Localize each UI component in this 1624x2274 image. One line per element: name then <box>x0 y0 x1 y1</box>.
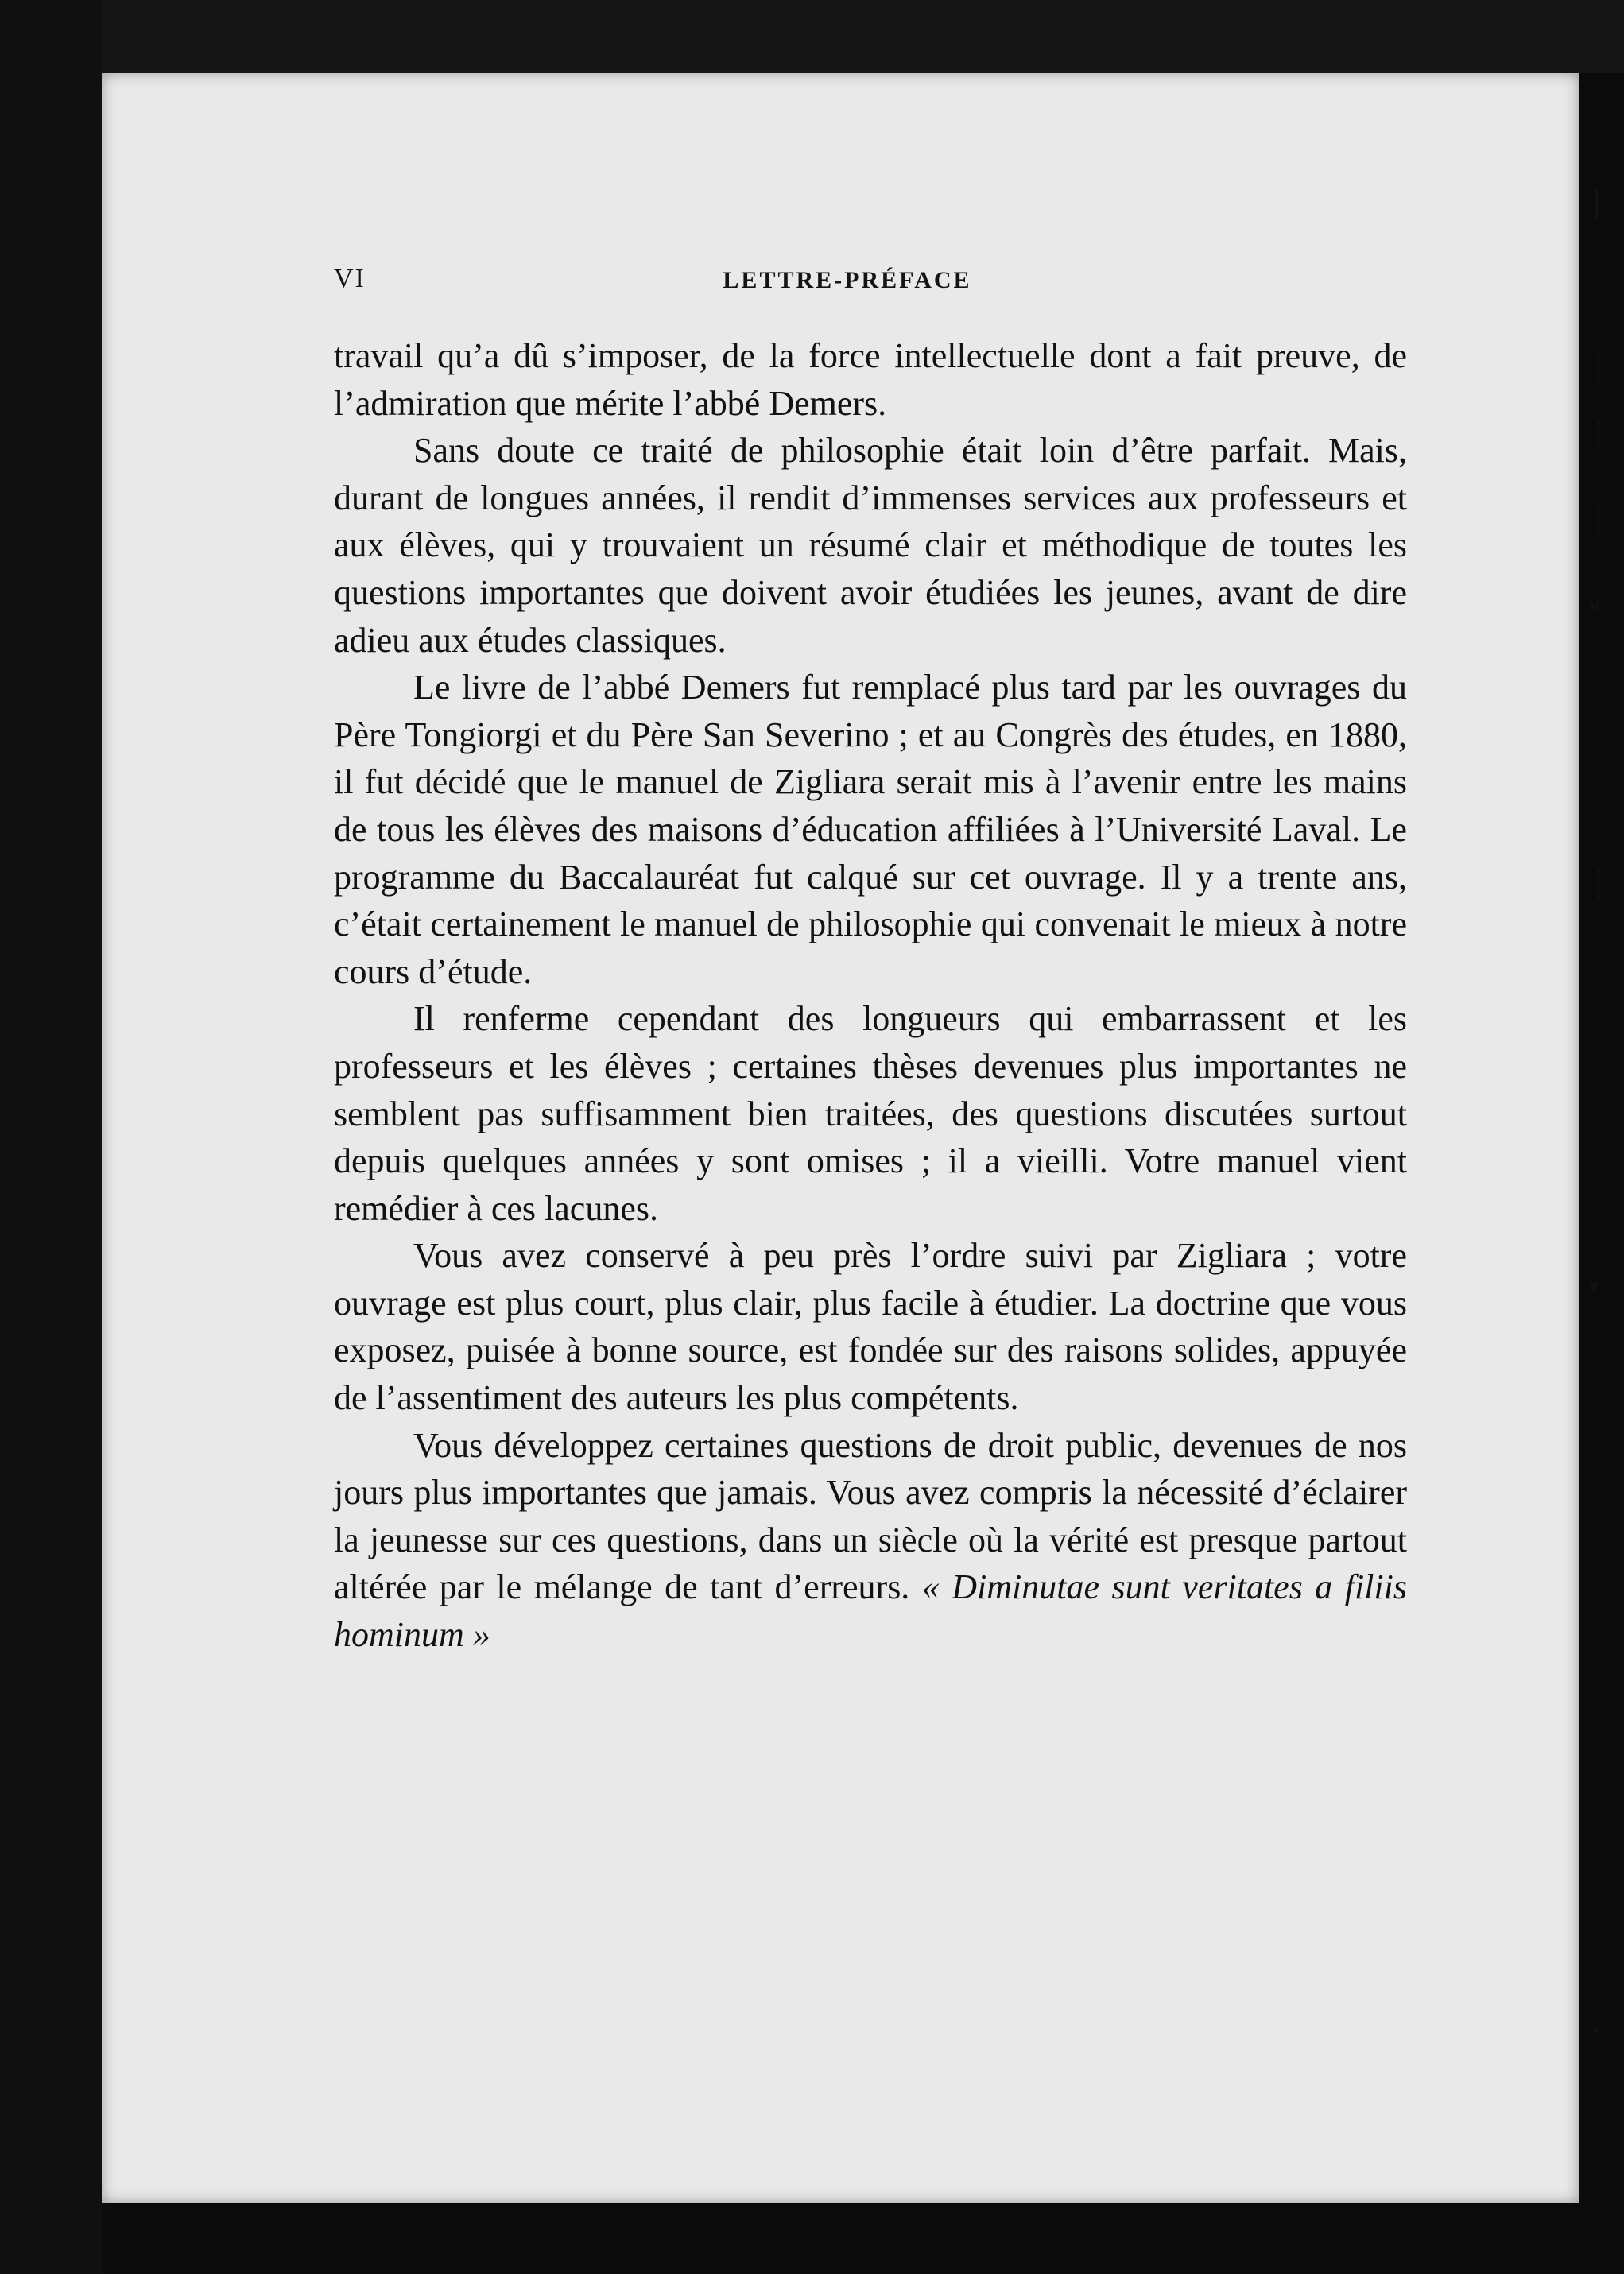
paragraph-6-text: Vous développez certaines questions de droit public, devenues de nos jours plus importantes que jamais. Vous avez compris la nécessité d’éclairer la jeunesse sur ces questions, dans un siècle où la vérité est presque partout altérée par le mélange de tant d’erreurs. <box>334 1425 1407 1607</box>
paragraph-6 <box>334 1422 1407 1659</box>
margin-mark: ▾ <box>1588 1273 1600 1300</box>
paragraph-3: Le livre de l’abbé Demers fut remplacé plus tard par les ouvrages du Père Tongiorgi et du Père San Severino ; et au Congrès des études, en 1880, il fut décidé que le manuel de Zigliara serait mis à l’avenir entre les mains de tous les élèves des maisons d’éducation affiliées à l’Université Laval. Le programme du Baccalauréat fut calqué sur cet ouvrage. Il y a trente ans, c’était certainement le manuel de philosophie qui convenait le mieux à notre cours d’étude. <box>334 668 1407 991</box>
scan-border-left <box>0 0 102 2274</box>
margin-mark: | <box>1593 348 1604 385</box>
page-number: VI <box>334 264 366 293</box>
paragraph-1: travail qu’a dû s’imposer, de la force intellectuelle dont a fait preuve, de l’admiration que mérite l’abbé Demers. <box>334 336 1407 423</box>
paragraph-5: Vous avez conservé à peu près l’ordre suivi par Zigliara ; votre ouvrage est plus court, plus clair, plus facile à étudier. La doctrine que vous exposez, puisée à bonne source, est fondée sur des raisons solides, appuyée de l’assentiment des auteurs les plus compétents. <box>334 1236 1407 1418</box>
page-header <box>232 264 1407 312</box>
latin-quote: « Diminutae sunt veritates a filiis hominum » <box>334 1567 1408 1655</box>
margin-mark: • <box>1590 2020 1602 2043</box>
margin-mark: | <box>1593 863 1604 900</box>
paragraph-4: Il renferme cependant des longueurs qui embarrassent et les professeurs et les élèves ; certaines thèses devenues plus importantes ne semblent pas suffisamment bien traitées, des questions discutées surtout depuis quelques années y sont omises ; il a vieilli. Votre manuel vient remédier à ces lacunes. <box>334 999 1407 1228</box>
paragraph-2: Sans doute ce traité de philosophie était loin d’être parfait. Mais, durant de longues années, il rendit d’immenses services aux professeurs et aux élèves, qui y trouvaient un résumé clair et méthodique de toutes les questions importantes que doivent avoir étudiées les jeunes, avant de dire adieu aux études classiques. <box>334 431 1407 660</box>
margin-mark: | <box>1591 184 1603 221</box>
body-text <box>334 332 1407 1659</box>
scan-border-top <box>0 0 1624 73</box>
margin-mark: | <box>1593 499 1604 536</box>
margin-mark: | <box>1593 415 1604 451</box>
running-head: LETTRE-PRÉFACE <box>723 267 972 293</box>
margin-mark: v <box>1588 590 1602 616</box>
